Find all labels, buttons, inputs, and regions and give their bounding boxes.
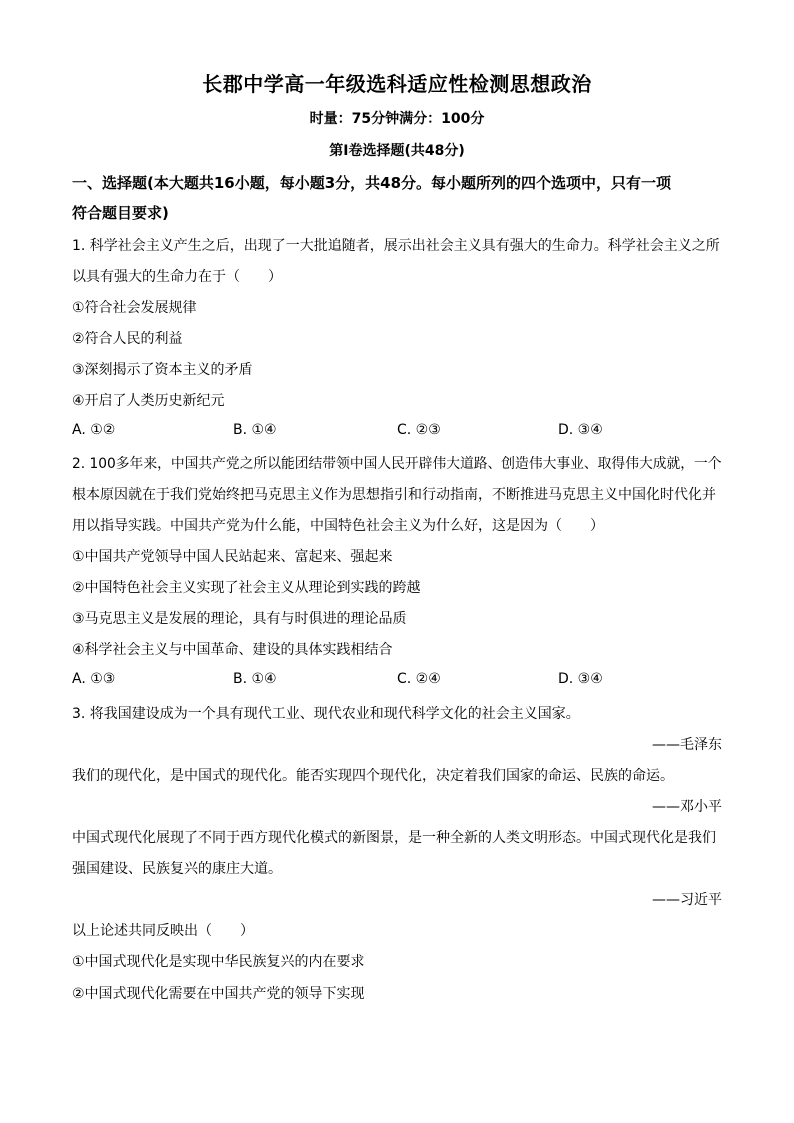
time-score: 时量：75分钟满分：100分 xyxy=(309,111,485,127)
q2-option-a[interactable]: A. ①③ xyxy=(72,671,116,687)
section-heading-line2: 符合题目要求) xyxy=(72,204,169,222)
q3-quote-2: 我们的现代化，是中国式的现代化。能否实现四个现代化，决定着我们国家的命运、民族的命运。 xyxy=(72,768,674,784)
volume-heading: 第Ⅰ卷选择题(共48分) xyxy=(329,143,465,159)
q2-option-b[interactable]: B. ①④ xyxy=(233,671,277,687)
q3-stem: 以上论述共同反映出（ ） xyxy=(72,923,254,939)
q2-option-c[interactable]: C. ②④ xyxy=(397,671,441,687)
q3-item-2: ②中国式现代化需要在中国共产党的领导下实现 xyxy=(72,986,365,1002)
q1-option-c[interactable]: C. ②③ xyxy=(397,422,441,438)
q2-stem-line1: 2. 100多年来，中国共产党之所以能团结带领中国人民开辟伟大道路、创造伟大事业、取得伟大成就，一个 xyxy=(72,456,722,472)
q2-stem-line3: 用以指导实践。中国共产党为什么能，中国特色社会主义为什么好，这是因为（ ） xyxy=(72,518,604,534)
q1-option-d[interactable]: D. ③④ xyxy=(558,422,603,438)
q3-item-1: ①中国式现代化是实现中华民族复兴的内在要求 xyxy=(72,954,365,970)
q2-item-3: ③马克思主义是发展的理论，具有与时俱进的理论品质 xyxy=(72,611,407,627)
q1-stem-line1: 1. 科学社会主义产生之后，出现了一大批追随者，展示出社会主义具有强大的生命力。科学社会主义之所 xyxy=(72,238,720,254)
q2-stem-line2: 根本原因就在于我们党始终把马克思主义作为思想指引和行动指南，不断推进马克思主义中国化时代化并 xyxy=(72,487,716,503)
q1-stem-line2: 以具有强大的生命力在于（ ） xyxy=(72,269,282,285)
q3-quote-1: 3. 将我国建设成为一个具有现代工业、现代农业和现代科学文化的社会主义国家。 xyxy=(72,706,580,722)
q2-item-1: ①中国共产党领导中国人民站起来、富起来、强起来 xyxy=(72,549,393,565)
q1-item-2: ②符合人民的利益 xyxy=(72,331,183,347)
q2-option-d[interactable]: D. ③④ xyxy=(558,671,603,687)
q2-item-4: ④科学社会主义与中国革命、建设的具体实践相结合 xyxy=(72,642,393,658)
q3-author-1: ——毛泽东 xyxy=(652,737,722,753)
q1-item-3: ③深刻揭示了资本主义的矛盾 xyxy=(72,362,253,378)
q2-item-2: ②中国特色社会主义实现了社会主义从理论到实践的跨越 xyxy=(72,580,421,596)
q1-option-b[interactable]: B. ①④ xyxy=(233,422,277,438)
q1-item-1: ①符合社会发展规律 xyxy=(72,300,197,316)
section-heading-line1: 一、选择题(本大题共16小题，每小题3分，共48分。每小题所列的四个选项中，只有一项 xyxy=(72,174,672,192)
q3-author-3: ——习近平 xyxy=(652,892,722,908)
q3-quote-3-line2: 强国建设、民族复兴的康庄大道。 xyxy=(72,861,282,877)
q1-option-a[interactable]: A. ①② xyxy=(72,422,116,438)
q3-author-2: ——邓小平 xyxy=(652,799,722,815)
q1-item-4: ④开启了人类历史新纪元 xyxy=(72,393,225,409)
exam-title: 长郡中学高一年级选科适应性检测思想政治 xyxy=(202,72,592,96)
q3-quote-3-line1: 中国式现代化展现了不同于西方现代化模式的新图景，是一种全新的人类文明形态。中国式现代化是我们 xyxy=(72,830,716,846)
